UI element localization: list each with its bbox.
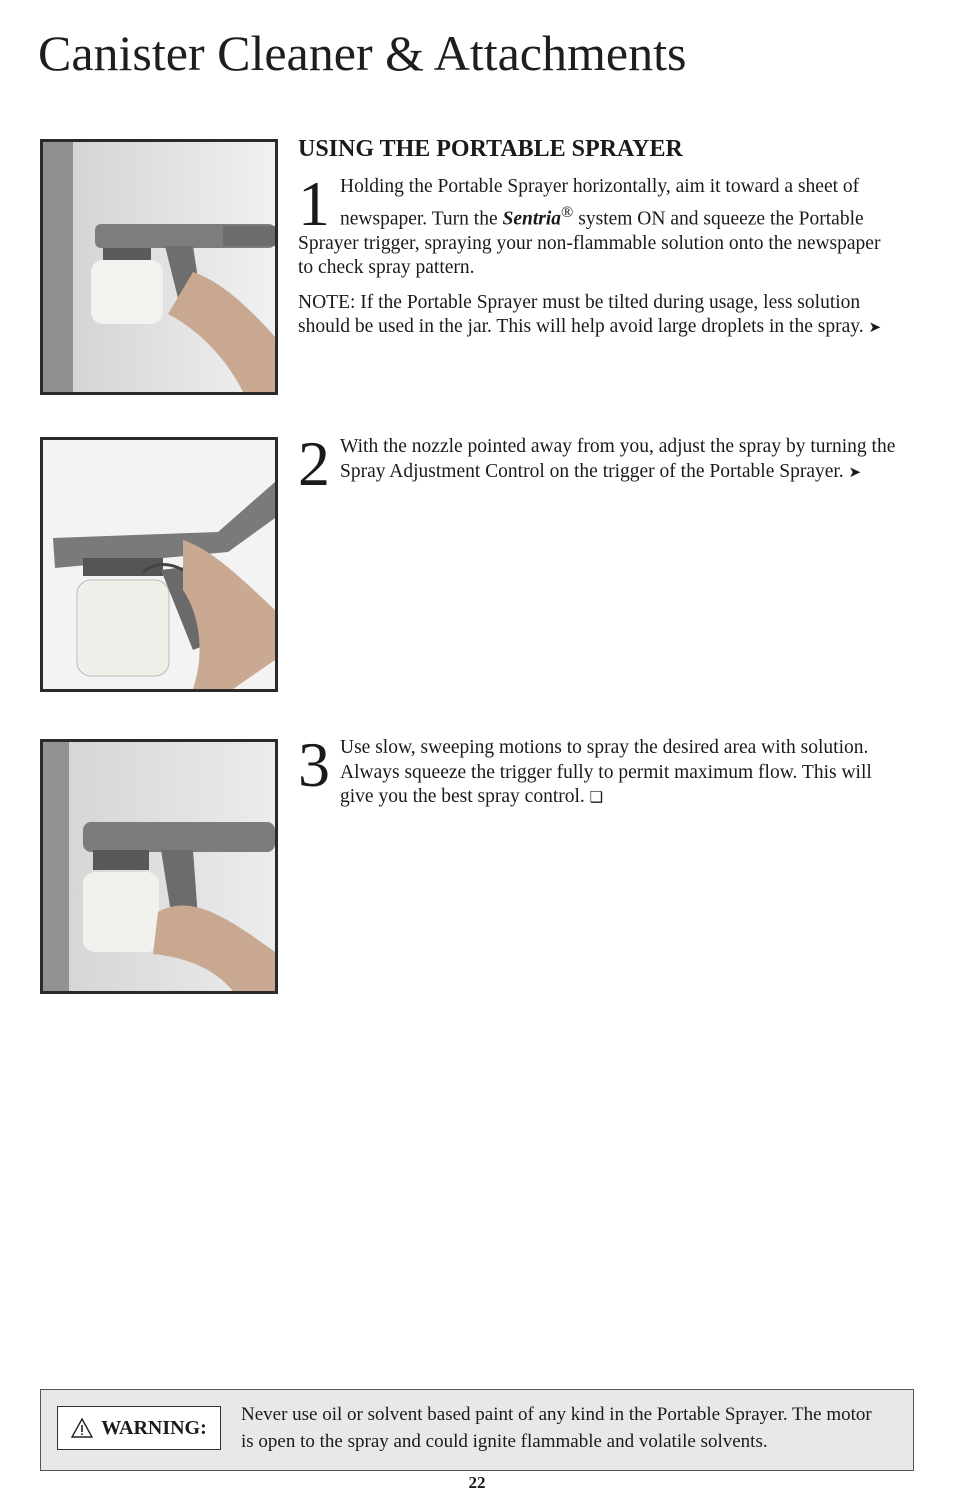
step-2-paragraph (298, 428, 898, 499)
end-box-icon: ❑ (589, 788, 604, 806)
step-1-note-text: NOTE: If the Portable Sprayer must be tilted during usage, less solution should be used in the jar. This will help avoid large droplets in the spray. (298, 291, 864, 337)
sprayer-photo-horizontal (40, 139, 278, 395)
step-1-text-start: Holding the Portable Sprayer horizontally, aim it toward a sheet of newspaper. Turn the (340, 176, 860, 229)
sprayer-sweeping-illustration (43, 742, 275, 991)
warning-label-box (57, 1406, 221, 1450)
step-2 (298, 428, 898, 499)
page-number: 22 (468, 1473, 486, 1492)
brand-name: Sentria (502, 208, 562, 229)
sprayer-photo-adjustment (40, 437, 278, 692)
continue-arrow-icon: ➤ (868, 318, 882, 336)
step-1-paragraph (298, 168, 898, 281)
step-2-text: With the nozzle pointed away from you, adjust the spray by turning the Spray Adjustment Control on the trigger of the Portable Sprayer. (340, 436, 896, 482)
step-1-number: 1 (298, 168, 330, 239)
section-heading: USING THE PORTABLE SPRAYER (298, 136, 683, 162)
step-3-number: 3 (298, 729, 330, 800)
continue-arrow-icon: ➤ (848, 462, 862, 481)
sprayer-horizontal-illustration (43, 142, 275, 392)
warning-panel (40, 1389, 914, 1471)
step-2-number: 2 (298, 428, 330, 499)
warning-label: WARNING: (101, 1416, 207, 1439)
page-title: Canister Cleaner & Attachments (38, 25, 687, 81)
step-1-text-end: system ON and squeeze the Portable Sprayer trigger, spraying your non-flammable solution onto the newspaper to check spray pattern. (298, 208, 881, 278)
sprayer-photo-sweeping (40, 739, 278, 994)
warning-triangle-icon (71, 1418, 93, 1438)
step-3-text: Use slow, sweeping motions to spray the desired area with solution. Always squeeze the trigger fully to permit maximum flow. This will give you the best spray control. (340, 737, 872, 807)
step-3-paragraph (298, 729, 898, 810)
warning-text: Never use oil or solvent based paint of any kind in the Portable Sprayer. The motor is open to the spray and could ignite flammable and volatile solvents. (241, 1404, 872, 1452)
step-1 (298, 168, 898, 340)
step-3 (298, 729, 898, 810)
registered-mark: ® (561, 202, 574, 221)
step-1-note (298, 291, 898, 340)
sprayer-adjustment-illustration (43, 440, 275, 689)
